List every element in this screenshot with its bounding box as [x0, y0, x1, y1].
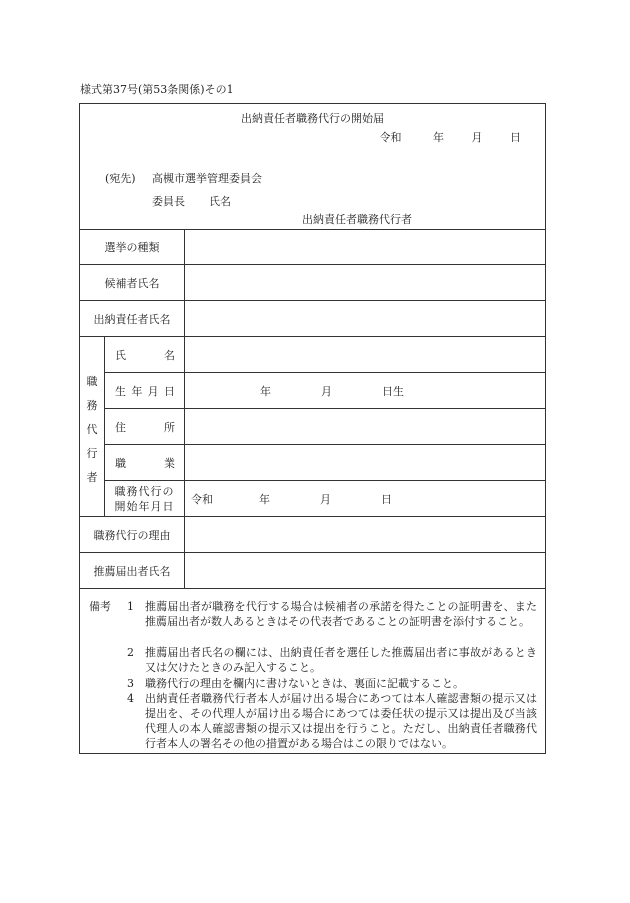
- address-char-2: 所: [164, 420, 175, 434]
- start-era: 令和: [191, 492, 213, 506]
- start-month: 月: [320, 492, 331, 506]
- chair-title: 委員長: [152, 195, 185, 208]
- row-election-type: [80, 229, 545, 265]
- proxy-char-1: 職: [86, 375, 98, 388]
- date-day: 日: [510, 131, 521, 144]
- proxy-char-4: 行: [86, 447, 98, 460]
- birth-char-4: 日: [163, 384, 175, 398]
- addressee-label: (宛先): [105, 172, 136, 185]
- signer-label: 出納責任者職務代行者: [302, 213, 412, 226]
- birth-day: 日生: [382, 384, 404, 398]
- form-header: [80, 104, 545, 230]
- row-proxy-occupation: [105, 445, 545, 481]
- note-num: 1: [127, 600, 134, 613]
- chair-name-label: 氏名: [209, 195, 231, 208]
- label-proxy-address: [105, 409, 185, 444]
- proxy-char-5: 者: [86, 471, 98, 484]
- label-candidate-name: 候補者氏名: [80, 265, 185, 300]
- start-label-line1: 職務代行の: [114, 484, 175, 498]
- label-proxy-start-date: [105, 481, 185, 516]
- birth-char-2: 年: [131, 384, 143, 398]
- proxy-char-2: 務: [86, 399, 98, 412]
- note-item-2: [127, 645, 537, 675]
- row-proxy-start-date: [105, 481, 545, 517]
- notes-heading: 備考: [89, 600, 111, 613]
- label-reason: 職務代行の理由: [80, 517, 185, 552]
- note-num: 4: [127, 692, 134, 705]
- note-item-4: [127, 691, 537, 751]
- label-proxy-name: [105, 337, 185, 372]
- occupation-char-2: 業: [164, 456, 175, 470]
- birth-year: 年: [260, 384, 271, 398]
- start-day: 日: [381, 492, 392, 506]
- note-num: 2: [127, 646, 134, 659]
- submission-date: [380, 129, 522, 145]
- proxy-section-label: [80, 337, 105, 517]
- row-reason: [80, 517, 545, 553]
- note-item-3: [127, 676, 537, 691]
- birth-value: [260, 373, 404, 408]
- start-label-line2: 開始年月日: [114, 499, 175, 513]
- row-proxy-address: [105, 409, 545, 445]
- start-date-value: [191, 481, 392, 516]
- name-char-1: 氏: [115, 348, 126, 362]
- label-proxy-occupation: [105, 445, 185, 480]
- note-num: 3: [127, 677, 134, 690]
- row-proxy-birth: [105, 373, 545, 409]
- form-frame: [79, 103, 546, 754]
- chairperson-line: [152, 193, 231, 209]
- document-title: 出納責任者職務代行の開始届: [241, 112, 384, 125]
- date-year: 年: [433, 131, 444, 144]
- form-number: 様式第37号(第53条関係)その1: [80, 83, 234, 96]
- row-candidate-name: [80, 265, 545, 301]
- label-election-type: 選挙の種類: [80, 229, 185, 264]
- label-nominator-name: 推薦届出者氏名: [80, 553, 185, 588]
- birth-char-1: 生: [115, 384, 126, 398]
- birth-char-3: 月: [147, 384, 159, 398]
- note-text: 推薦届出者が職務を代行する場合は候補者の承諾を得たことの証明書を、また推薦届出者が数人あるときはその代表者であることの証明書を添付すること。: [145, 600, 537, 628]
- occupation-char-1: 職: [115, 456, 126, 470]
- name-char-2: 名: [164, 348, 175, 362]
- date-month: 月: [471, 131, 483, 144]
- note-text: 出納責任者職務代行者本人が届け出る場合にあつては本人確認書類の提示又は提出を、その代理人が届け出る場合にあつては委任状の提示又は提出及び当該代理人の本人確認書類の提示又は提出を行うこと。ただし、出納責任者職務代行者本人の署名その他の措置がある場合はこの限りではない。: [145, 692, 537, 750]
- proxy-char-3: 代: [86, 423, 98, 436]
- label-proxy-birth: [105, 373, 185, 408]
- birth-month: 月: [321, 384, 332, 398]
- addressee-name: 高槻市選挙管理委員会: [152, 172, 262, 185]
- row-proxy-name: [105, 337, 545, 373]
- row-nominator-name: [80, 553, 545, 589]
- note-item-1: [127, 599, 537, 629]
- note-text: 職務代行の理由を欄内に書けないときは、裏面に記載すること。: [145, 677, 464, 690]
- date-era: 令和: [379, 131, 402, 144]
- start-year: 年: [259, 492, 270, 506]
- note-text: 推薦届出者氏名の欄には、出納責任者を選任した推薦届出者に事故があるとき又は欠けたときのみ記入すること。: [145, 646, 537, 674]
- address-char-1: 住: [115, 420, 126, 434]
- row-treasurer-name: [80, 301, 545, 337]
- label-treasurer-name: 出納責任者氏名: [80, 301, 185, 336]
